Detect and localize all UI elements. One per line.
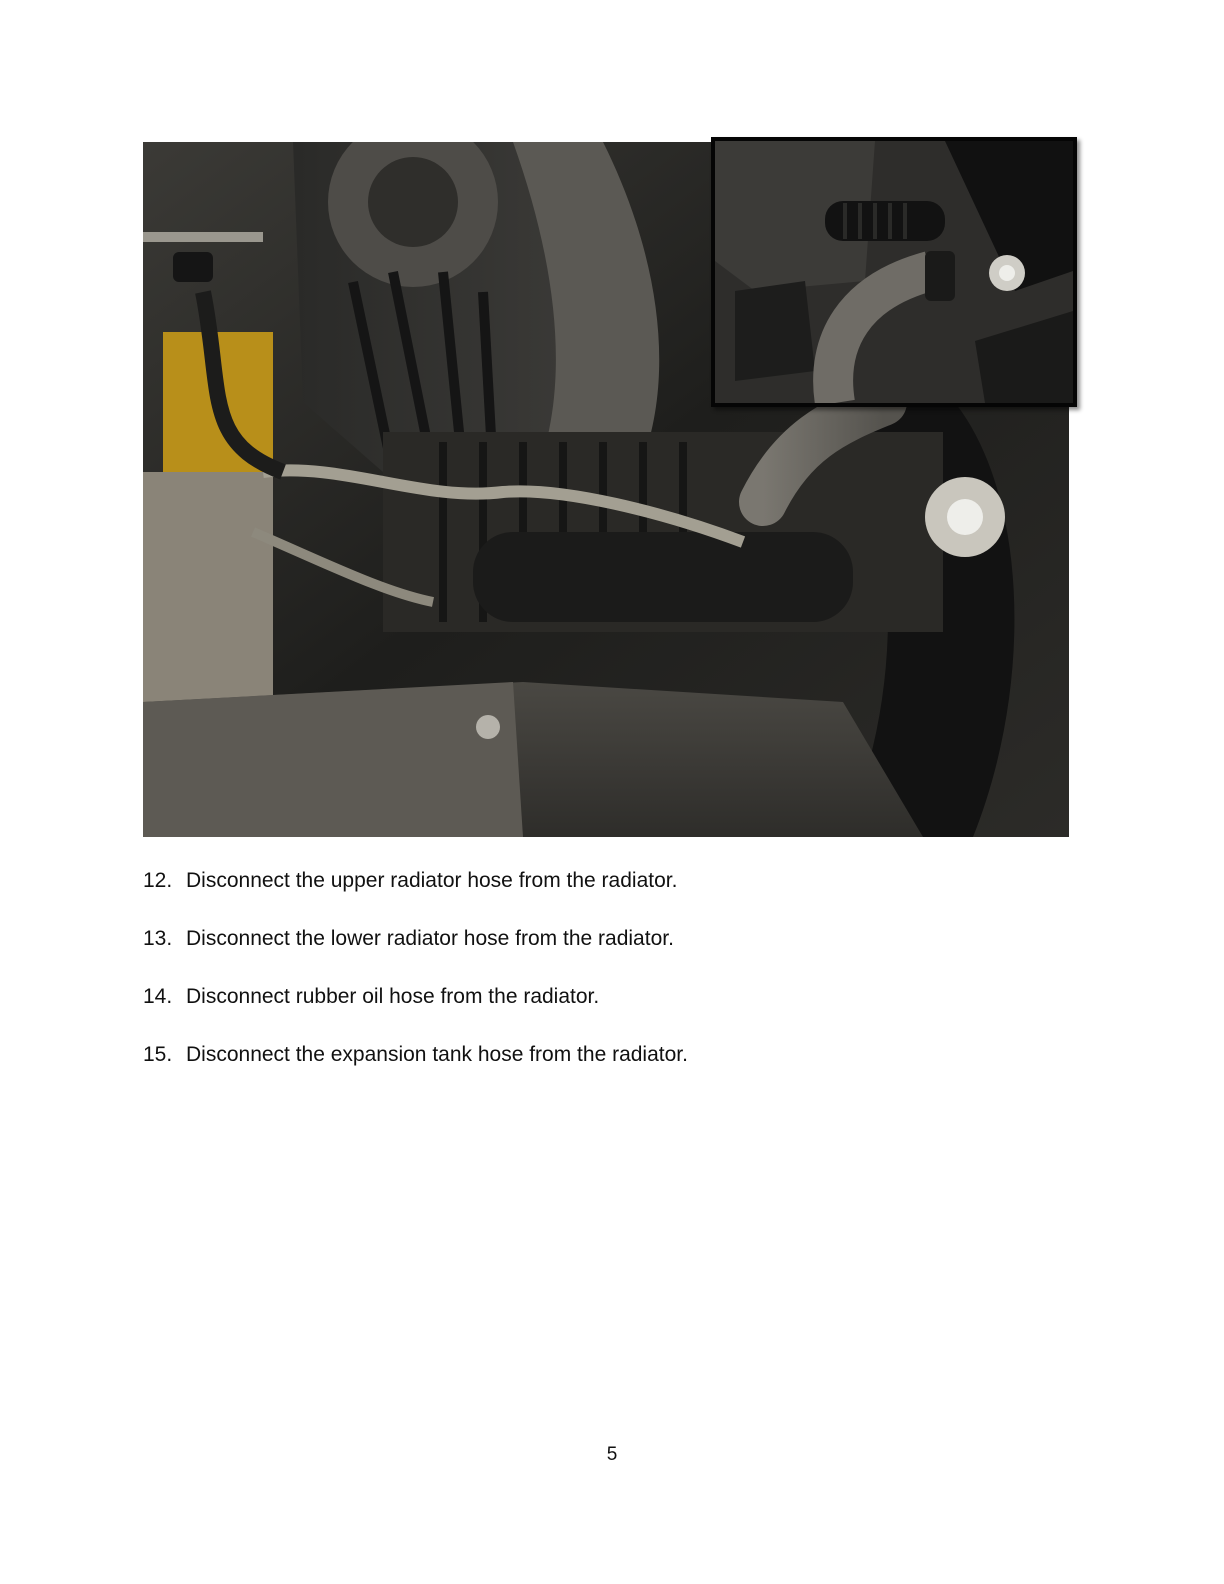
step-14	[143, 982, 688, 1012]
step-12	[143, 866, 688, 896]
step-13	[143, 924, 688, 954]
step-number: 14.	[143, 985, 173, 1008]
page-number: 5	[606, 1444, 618, 1465]
step-number: 15.	[143, 1043, 173, 1066]
step-text: Disconnect the lower radiator hose from the radiator.	[186, 927, 674, 950]
procedure-steps-list	[143, 866, 688, 1098]
radiator-hose-inset-photo	[711, 137, 1077, 407]
step-15	[143, 1040, 688, 1070]
step-text: Disconnect the expansion tank hose from the radiator.	[186, 1043, 688, 1066]
step-text: Disconnect rubber oil hose from the radiator.	[186, 985, 600, 1008]
step-number: 12.	[143, 869, 173, 892]
step-number: 13.	[143, 927, 173, 950]
step-text: Disconnect the upper radiator hose from the radiator.	[186, 869, 678, 892]
